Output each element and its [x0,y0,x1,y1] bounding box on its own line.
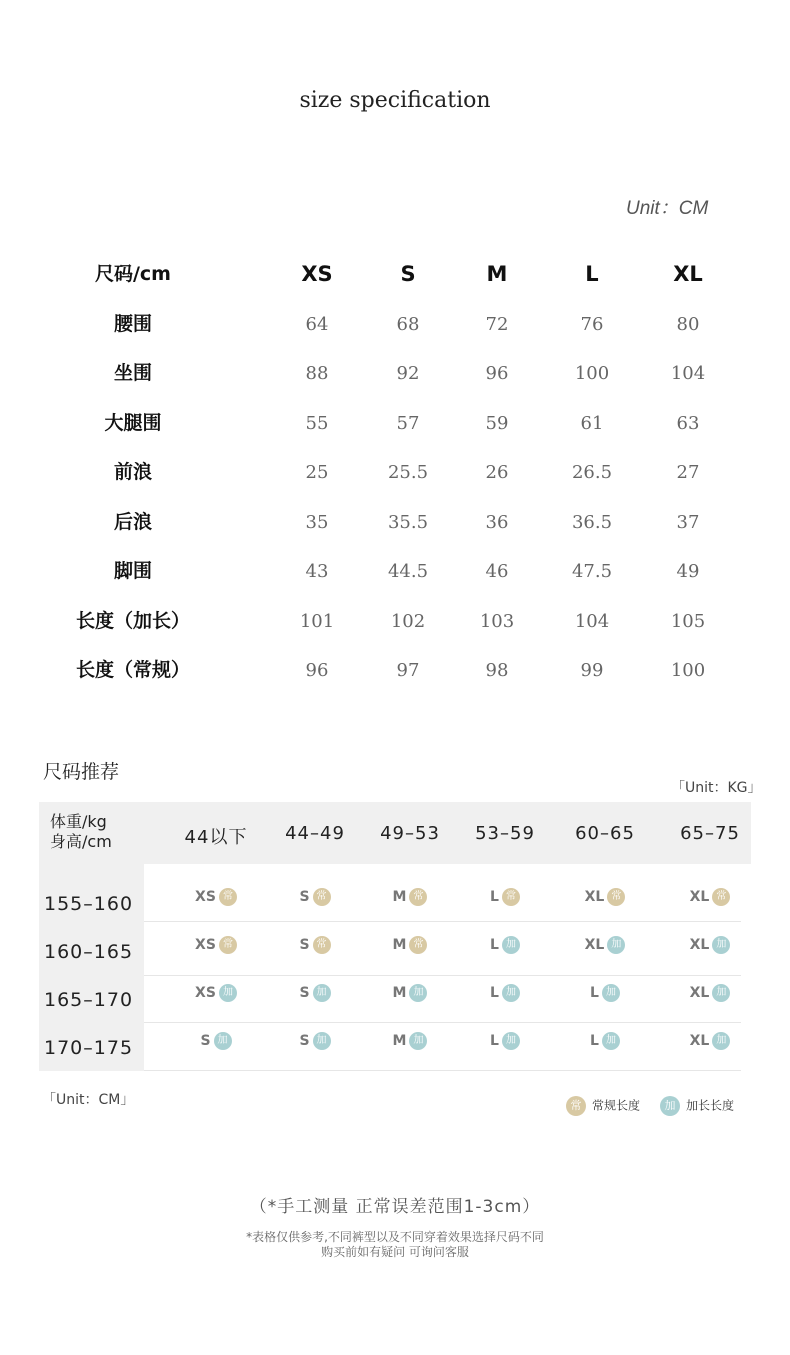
spec-cell: 92 [396,363,420,384]
spec-size-s: S [400,262,416,286]
spec-cell: 98 [485,660,509,681]
weight-column-header: 65–75 [680,823,740,844]
spec-cell: 47.5 [571,561,613,582]
spec-cell: 104 [574,610,610,632]
recommended-size: XL [689,1033,710,1049]
legend-extended-label: 加长长度 [686,1098,735,1113]
extended-badge-icon: 加 [712,984,730,1002]
size-recommend-cell [168,984,264,1002]
size-recommend-cell [557,888,653,906]
recommended-size: L [590,1033,599,1049]
recommended-size: S [299,985,310,1001]
spec-unit: Unit：CM [626,198,709,219]
spec-row [0,498,790,547]
spec-cell: 105 [670,610,706,632]
spec-cell: 37 [676,511,700,533]
spec-cell: 100 [574,363,610,384]
spec-cell: 25 [305,462,329,483]
spec-row-label: 脚围 [113,560,152,582]
spec-cell: 88 [305,363,329,384]
extended-badge-icon: 加 [607,936,625,954]
spec-size-xl: XL [673,262,703,286]
spec-cell: 49 [676,561,700,582]
size-recommend-cell [457,984,553,1002]
regular-badge-icon: 常 [313,936,331,954]
regular-badge-icon: 常 [409,936,427,954]
size-recommend-cell [362,1032,458,1050]
recommended-size: XL [689,985,710,1001]
spec-cell: 96 [305,660,329,681]
row-divider [144,1022,741,1023]
height-row-label: 155–160 [44,893,134,915]
size-recommend-cell [267,888,363,906]
size-recommend-cell [267,1032,363,1050]
size-recommend-cell [557,984,653,1002]
recommended-size: M [392,985,407,1001]
recommended-size: S [299,889,310,905]
weight-column-header: 53–59 [475,823,535,844]
page-title: size specification [299,88,491,113]
extended-badge-icon: 加 [502,936,520,954]
extended-badge-icon: 加 [219,984,237,1002]
regular-badge-icon: 常 [219,936,237,954]
spec-cell: 26.5 [571,462,613,483]
regular-badge-icon: 常 [219,888,237,906]
spec-cell: 100 [670,660,706,681]
legend-regular-label: 常规长度 [592,1098,641,1113]
spec-row [0,547,790,596]
spec-cell: 101 [299,610,335,632]
recommended-size: XS [195,985,216,1001]
spec-cell: 80 [676,313,700,335]
spec-cell: 36 [485,511,509,533]
recommended-size: L [490,937,499,953]
extended-badge-icon: 加 [313,1032,331,1050]
recommended-size: L [590,985,599,1001]
recommended-size: XL [584,937,605,953]
size-recommend-cell [457,936,553,954]
recommended-size: XL [689,937,710,953]
reference-note-line2: 购买前如有疑问 可询问客服 [321,1245,469,1259]
size-recommend-cell [362,984,458,1002]
spec-cell: 102 [390,610,426,632]
spec-header-label: 尺码/cm [94,263,171,285]
row-divider [144,1070,741,1071]
spec-row [0,300,790,349]
regular-badge-icon: 常 [712,888,730,906]
height-unit: 「Unit：CM」 [42,1092,135,1108]
recommended-size: M [392,889,407,905]
spec-cell: 27 [676,462,700,483]
spec-row-label: 长度（常规） [75,659,190,681]
row-divider [144,921,741,922]
regular-badge-icon: 常 [313,888,331,906]
corner-weight-label: 体重/kg [50,812,107,831]
size-recommend-cell [168,1032,264,1050]
recommended-size: XL [584,889,605,905]
height-row-label: 165–170 [44,989,134,1011]
weight-column-header: 44–49 [285,823,345,844]
size-recommend-cell [362,888,458,906]
spec-row [0,399,790,448]
regular-badge-icon: 常 [502,888,520,906]
recommended-size: S [299,937,310,953]
extended-badge-icon: 加 [313,984,331,1002]
spec-row [0,448,790,497]
row-divider [144,975,741,976]
recommended-size: S [299,1033,310,1049]
extended-badge-icon: 加 [409,984,427,1002]
recommended-size: XL [689,889,710,905]
weight-column-header: 49–53 [380,823,440,844]
regular-badge-icon: 常 [607,888,625,906]
recommended-size: M [392,1033,407,1049]
spec-cell: 26 [485,462,509,483]
spec-cell: 59 [485,412,509,434]
corner-height-label: 身高/cm [50,832,112,851]
recommended-size: M [392,937,407,953]
spec-header-row [0,250,790,299]
reference-note [0,1230,790,1260]
recommend-title: 尺码推荐 [43,761,120,783]
spec-size-l: L [585,262,599,286]
height-row-label: 160–165 [44,941,134,963]
size-recommend-cell [168,888,264,906]
size-recommend-cell [662,888,758,906]
size-recommend-cell [557,1032,653,1050]
extended-badge-icon: 加 [409,1032,427,1050]
size-recommend-cell [662,1032,758,1050]
spec-row-label: 长度（加长） [75,609,190,632]
size-recommend-cell [362,936,458,954]
recommended-size: S [200,1033,211,1049]
spec-cell: 68 [396,313,420,335]
spec-cell: 61 [580,412,604,434]
recommend-corner-label [50,812,112,852]
extended-badge-icon: 加 [660,1096,680,1116]
size-recommend-cell [168,936,264,954]
spec-cell: 72 [485,313,509,335]
spec-cell: 35 [305,511,329,533]
size-recommend-cell [457,888,553,906]
spec-cell: 103 [479,610,515,632]
spec-row [0,349,790,398]
regular-badge-icon: 常 [566,1096,586,1116]
recommended-size: L [490,889,499,905]
extended-badge-icon: 加 [602,1032,620,1050]
recommended-size: L [490,1033,499,1049]
extended-badge-icon: 加 [602,984,620,1002]
spec-size-m: M [486,262,508,286]
spec-row-label: 前浪 [113,461,152,483]
spec-cell: 36.5 [571,511,613,533]
spec-cell: 63 [676,412,700,434]
extended-badge-icon: 加 [712,1032,730,1050]
size-recommend-cell [267,984,363,1002]
legend-extended [660,1096,734,1116]
spec-cell: 25.5 [387,462,429,483]
spec-cell: 55 [305,412,329,434]
spec-cell: 76 [580,313,604,335]
height-row-label: 170–175 [44,1037,134,1059]
recommended-size: XS [195,889,216,905]
spec-row-label: 腰围 [113,312,152,335]
weight-unit: 「Unit：KG」 [671,780,762,796]
extended-badge-icon: 加 [502,984,520,1002]
size-recommend-cell [267,936,363,954]
recommended-size: XS [195,937,216,953]
spec-cell: 43 [305,561,329,582]
spec-row [0,597,790,646]
recommended-size: L [490,985,499,1001]
size-recommend-cell [457,1032,553,1050]
extended-badge-icon: 加 [712,936,730,954]
spec-row-label: 坐围 [113,362,152,384]
spec-cell: 35.5 [387,511,429,533]
size-recommend-cell [662,984,758,1002]
size-recommend-cell [662,936,758,954]
reference-note-line1: *表格仅供参考,不同裤型以及不同穿着效果选择尺码不同 [246,1230,544,1244]
extended-badge-icon: 加 [214,1032,232,1050]
spec-row-label: 后浪 [113,510,152,533]
spec-cell: 99 [580,660,604,681]
weight-column-header: 44以下 [184,827,248,848]
spec-cell: 46 [485,561,509,582]
regular-badge-icon: 常 [409,888,427,906]
extended-badge-icon: 加 [502,1032,520,1050]
spec-size-xs: XS [301,262,333,286]
spec-row-label: 大腿围 [104,411,162,434]
legend-regular [566,1096,640,1116]
measure-note: （*手工测量 正常误差范围1-3cm） [249,1197,541,1217]
size-recommend-cell [557,936,653,954]
weight-column-header: 60–65 [575,823,635,844]
spec-cell: 104 [670,363,706,384]
spec-cell: 64 [305,313,329,335]
spec-cell: 57 [396,412,420,434]
spec-row [0,646,790,695]
spec-cell: 44.5 [387,561,429,582]
spec-cell: 97 [396,660,420,681]
spec-cell: 96 [485,363,509,384]
